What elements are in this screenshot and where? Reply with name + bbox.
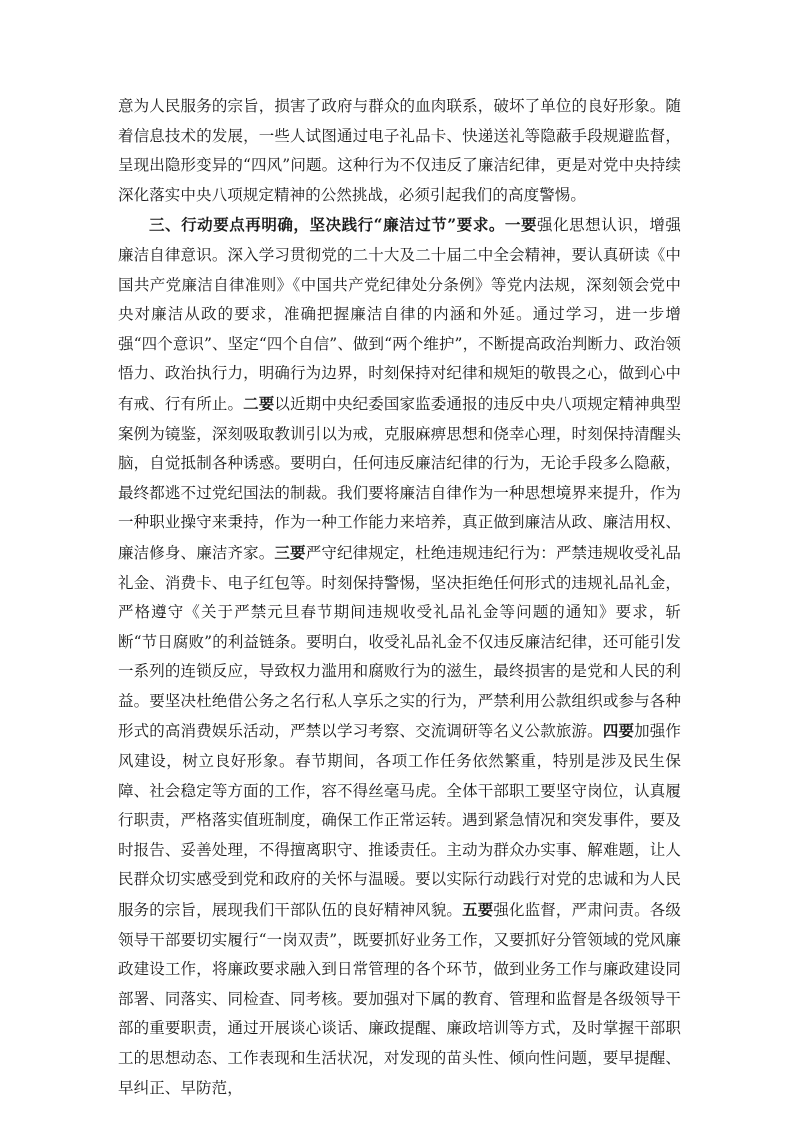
point-text-3: 严守纪律规定，杜绝违规违纪行为：严禁违规收受礼品礼金、消费卡、电子红包等。时刻保持警惕，坚决拒绝任何形式的违规礼品礼金，严格遵守《关于严禁元旦春节期间违规收受礼品礼金等问题的通知》要求，斩断“节日腐败”的利益链条。要明白，收受礼品礼金不仅违反廉洁纪律，还可能引发一系列的连锁反应，导致权力滥用和腐败行为的滋生，最终损害的是党和人民的利益。要坚决杜绝借公务之名行私人享乐之实的行为，严禁利用公款组织或参与各种形式的高消费娱乐活动，严禁以学习考察、交流调研等名义公款旅游。 <box>118 543 681 741</box>
section-three-paragraph <box>118 210 681 1103</box>
point-text-4: 加强作风建设，树立良好形象。春节期间，各项工作任务依然繁重，特别是涉及民生保障、社会稳定等方面的工作，容不得丝毫马虎。全体干部职工要坚守岗位，认真履行职责，严格落实值班制度，确保工作正常运转。遇到紧急情况和突发事件，要及时报告、妥善处理，不得擅离职守、推诿责任。主动为群众办实事、解难题，让人民群众切实感受到党和政府的关怀与温暖。要以实际行动践行对党的忠诚和为人民服务的宗旨，展现我们干部队伍的良好精神风貌。 <box>118 722 681 920</box>
point-label-4: 四要 <box>602 721 635 741</box>
paragraph-continuation: 意为人民服务的宗旨，损害了政府与群众的血肉联系，破坏了单位的良好形象。随着信息技术的发展，一些人试图通过电子礼品卡、快递送礼等隐蔽手段规避监督，呈现出隐形变异的“四风”问题。这种行为不仅违反了廉洁纪律，更是对党中央持续深化落实中央八项规定精神的公然挑战，必须引起我们的高度警惕。 <box>118 97 681 204</box>
point-label-5: 五要 <box>462 900 494 920</box>
point-text-5: 强化监督，严肃问责。各级领导干部要切实履行“一岗双责”，既要抓好业务工作，又要抓好分管领域的党风廉政建设工作，将廉政要求融入到日常管理的各个环节，做到业务工作与廉政建设同部署、同落实、同检查、同考核。要加强对下属的教育、管理和监督是各级领导干部的重要职责，通过开展谈心谈话、廉政提醒、廉政培训等方式，及时掌握干部职工的思想动态、工作表现和生活状况，对发现的苗头性、倾向性问题，要早提醒、早纠正、早防范， <box>118 901 681 1097</box>
point-label-2: 二要 <box>243 393 275 413</box>
document-page <box>118 92 681 1103</box>
point-text-1: 强化思想认识，增强廉洁自律意识。深入学习贯彻党的二十大及二十届二中全会精神，要认真研读《中国共产党廉洁自律准则》《中国共产党纪律处分条例》等党内法规，深刻领会党中央对廉洁从政的要求，准确把握廉洁自律的内涵和外延。通过学习，进一步增强“四个意识”、坚定“四个自信”、做到“两个维护”，不断提高政治判断力、政治领悟力、政治执行力，明确行为边界，时刻保持对纪律和规矩的敬畏之心，做到心中有戒、行有所止。 <box>118 216 682 413</box>
point-label-1: 一要 <box>504 215 538 235</box>
point-label-3: 三要 <box>274 542 306 562</box>
section-three-heading: 三、行动要点再明确，坚决践行“廉洁过节”要求。 <box>149 215 505 235</box>
point-text-2: 以近期中央纪委国家监委通报的违反中央八项规定精神典型案例为镜鉴，深刻吸取教训引以为戒，克服麻痹思想和侥幸心理，时刻保持清醒头脑，自觉抵制各种诱惑。要明白，任何违反廉洁纪律的行为，无论手段多么隐蔽，最终都逃不过党纪国法的制裁。我们要将廉洁自律作为一种思想境界来提升，作为一种职业操守来秉持，作为一种工作能力来培养，真正做到廉洁从政、廉洁用权、廉洁修身、廉洁齐家。 <box>118 394 681 562</box>
